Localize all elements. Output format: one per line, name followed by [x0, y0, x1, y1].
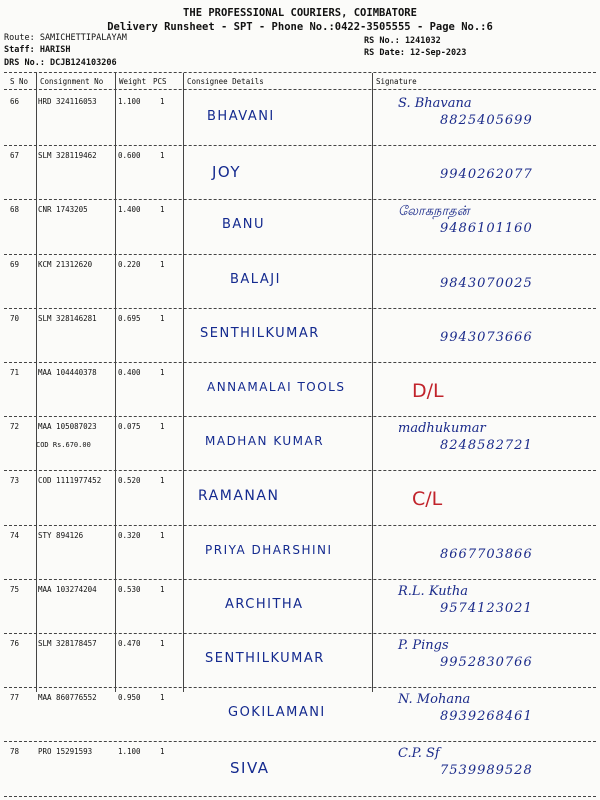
column-header-sno: S No — [10, 77, 29, 86]
header-top-rule — [4, 72, 596, 73]
consignment-number: MAA 860776552 — [38, 693, 97, 703]
row-separator — [4, 796, 596, 797]
weight-value: 0.520 — [118, 476, 141, 486]
consignment-number: SLM 328119462 — [38, 151, 97, 161]
weight-value: 0.600 — [118, 151, 141, 161]
pcs-value: 1 — [160, 97, 165, 106]
column-header-weight: Weight — [119, 77, 147, 86]
consignment-number: MAA 103274204 — [38, 584, 97, 594]
receiver-phone: 9940262077 — [440, 167, 533, 183]
consignee-name: RAMANAN — [198, 488, 280, 505]
receiver-phone: 7539989528 — [440, 763, 533, 779]
pcs-value: 1 — [160, 693, 165, 703]
pcs-value: 1 — [160, 313, 165, 323]
column-header-consignee: Consignee Details — [187, 77, 264, 86]
weight-value: 0.530 — [118, 584, 141, 594]
row-separator — [4, 145, 596, 146]
receiver-signature: S. Bhavana — [398, 96, 472, 111]
serial-number: 75 — [10, 584, 20, 594]
weight-value: 0.470 — [118, 639, 141, 648]
consignment-number: HRD 324116053 — [38, 97, 97, 106]
receiver-phone: 9574123021 — [440, 600, 533, 616]
weight-value: 1.400 — [118, 205, 141, 215]
consignment-number: KCM 21312620 — [38, 259, 93, 269]
consignee-name: ANNAMALAI TOOLS — [207, 380, 346, 394]
consignment-number: CNR 1743205 — [38, 205, 88, 215]
receiver-signature: R.L. Kutha — [398, 583, 468, 599]
receiver-phone: 9486101160 — [440, 221, 533, 237]
weight-value: 0.320 — [118, 530, 141, 540]
serial-number: 67 — [10, 151, 20, 161]
receiver-phone: 9952830766 — [440, 655, 533, 670]
consignee-name: SENTHILKUMAR — [205, 651, 325, 666]
serial-number: 76 — [10, 639, 20, 648]
column-divider — [115, 73, 116, 692]
route-label: Route: SAMICHETTIPALAYAM — [4, 33, 127, 43]
row-separator — [4, 687, 596, 688]
receiver-phone: 9943073666 — [440, 329, 533, 345]
serial-number: 66 — [10, 97, 20, 106]
weight-value: 1.100 — [118, 747, 141, 757]
row-separator — [4, 470, 596, 471]
delivery-status-mark: C/L — [412, 488, 443, 511]
rs-number: RS No.: 1241032 — [364, 36, 441, 46]
consignee-name: BALAJI — [230, 271, 281, 287]
column-divider — [36, 73, 37, 692]
consignment-number: SLM 328178457 — [38, 639, 97, 648]
column-header-signature: Signature — [376, 77, 417, 86]
serial-number: 70 — [10, 313, 20, 323]
pcs-value: 1 — [160, 151, 165, 161]
consignee-name: GOKILAMANI — [228, 705, 326, 721]
consignment-number: SLM 328146281 — [38, 313, 97, 323]
serial-number: 69 — [10, 259, 20, 269]
consignee-name: PRIYA DHARSHINI — [205, 542, 333, 557]
receiver-phone: 8825405699 — [440, 113, 533, 128]
pcs-value: 1 — [160, 422, 165, 432]
row-separator — [4, 254, 596, 255]
consignee-name: ARCHITHA — [225, 596, 304, 612]
pcs-value: 1 — [160, 476, 165, 486]
receiver-signature: லோகநாதன் — [398, 204, 470, 220]
pcs-value: 1 — [160, 205, 165, 215]
serial-number: 77 — [10, 693, 20, 703]
page-title: THE PROFESSIONAL COURIERS, COIMBATORE — [183, 7, 417, 19]
receiver-signature: madhukumar — [398, 421, 486, 437]
row-separator — [4, 362, 596, 363]
cod-note: COD Rs.670.00 — [36, 441, 91, 449]
delivery-status-mark: D/L — [412, 380, 444, 402]
consignment-number: MAA 105087023 — [38, 422, 97, 432]
receiver-phone: 9843070025 — [440, 275, 533, 291]
serial-number: 74 — [10, 530, 20, 540]
column-divider — [183, 73, 184, 692]
receiver-phone: 8939268461 — [440, 709, 533, 725]
staff-label: Staff: HARISH — [4, 45, 71, 55]
column-header-pcs: PCS — [153, 77, 167, 86]
rs-date: RS Date: 12-Sep-2023 — [364, 48, 467, 58]
pcs-value: 1 — [160, 747, 165, 757]
serial-number: 73 — [10, 476, 20, 486]
weight-value: 0.695 — [118, 313, 141, 323]
serial-number: 68 — [10, 205, 20, 215]
consignment-number: STY 894126 — [38, 530, 84, 540]
consignment-number: MAA 104440378 — [38, 368, 97, 377]
pcs-value: 1 — [160, 368, 165, 377]
weight-value: 0.950 — [118, 693, 141, 703]
consignee-name: BANU — [222, 217, 266, 233]
weight-value: 1.100 — [118, 97, 141, 106]
pcs-value: 1 — [160, 259, 165, 269]
row-separator — [4, 525, 596, 526]
receiver-signature: P. Pings — [398, 638, 449, 653]
receiver-phone: 8667703866 — [440, 546, 533, 562]
consignee-name: MADHAN KUMAR — [205, 434, 325, 449]
column-divider — [372, 73, 373, 692]
column-header-consignment: Consignment No — [40, 77, 104, 86]
drs-number: DRS No.: DCJB124103206 — [4, 58, 117, 68]
pcs-value: 1 — [160, 584, 165, 594]
receiver-phone: 8248582721 — [440, 438, 533, 454]
consignee-name: SIVA — [230, 759, 270, 778]
receiver-signature: C.P. Sf — [398, 746, 440, 762]
serial-number: 72 — [10, 422, 20, 432]
receiver-signature: N. Mohana — [398, 692, 471, 708]
consignee-name: JOY — [212, 163, 242, 182]
runsheet-subtitle: Delivery Runsheet - SPT - Phone No.:0422-3505555 - Page No.:6 — [107, 21, 493, 33]
weight-value: 0.400 — [118, 368, 141, 377]
row-separator — [4, 741, 596, 742]
pcs-value: 1 — [160, 639, 165, 648]
consignment-number: PRO 15291593 — [38, 747, 93, 757]
row-separator — [4, 308, 596, 309]
consignee-name: SENTHILKUMAR — [200, 325, 320, 341]
weight-value: 0.220 — [118, 259, 141, 269]
consignment-number: COD 1111977452 — [38, 476, 102, 486]
consignee-name: BHAVANI — [207, 109, 275, 124]
row-separator — [4, 199, 596, 200]
weight-value: 0.075 — [118, 422, 141, 432]
serial-number: 71 — [10, 368, 20, 377]
serial-number: 78 — [10, 747, 20, 757]
row-separator — [4, 633, 596, 634]
pcs-value: 1 — [160, 530, 165, 540]
row-separator — [4, 579, 596, 580]
row-separator — [4, 416, 596, 417]
header-bottom-rule — [4, 89, 596, 90]
